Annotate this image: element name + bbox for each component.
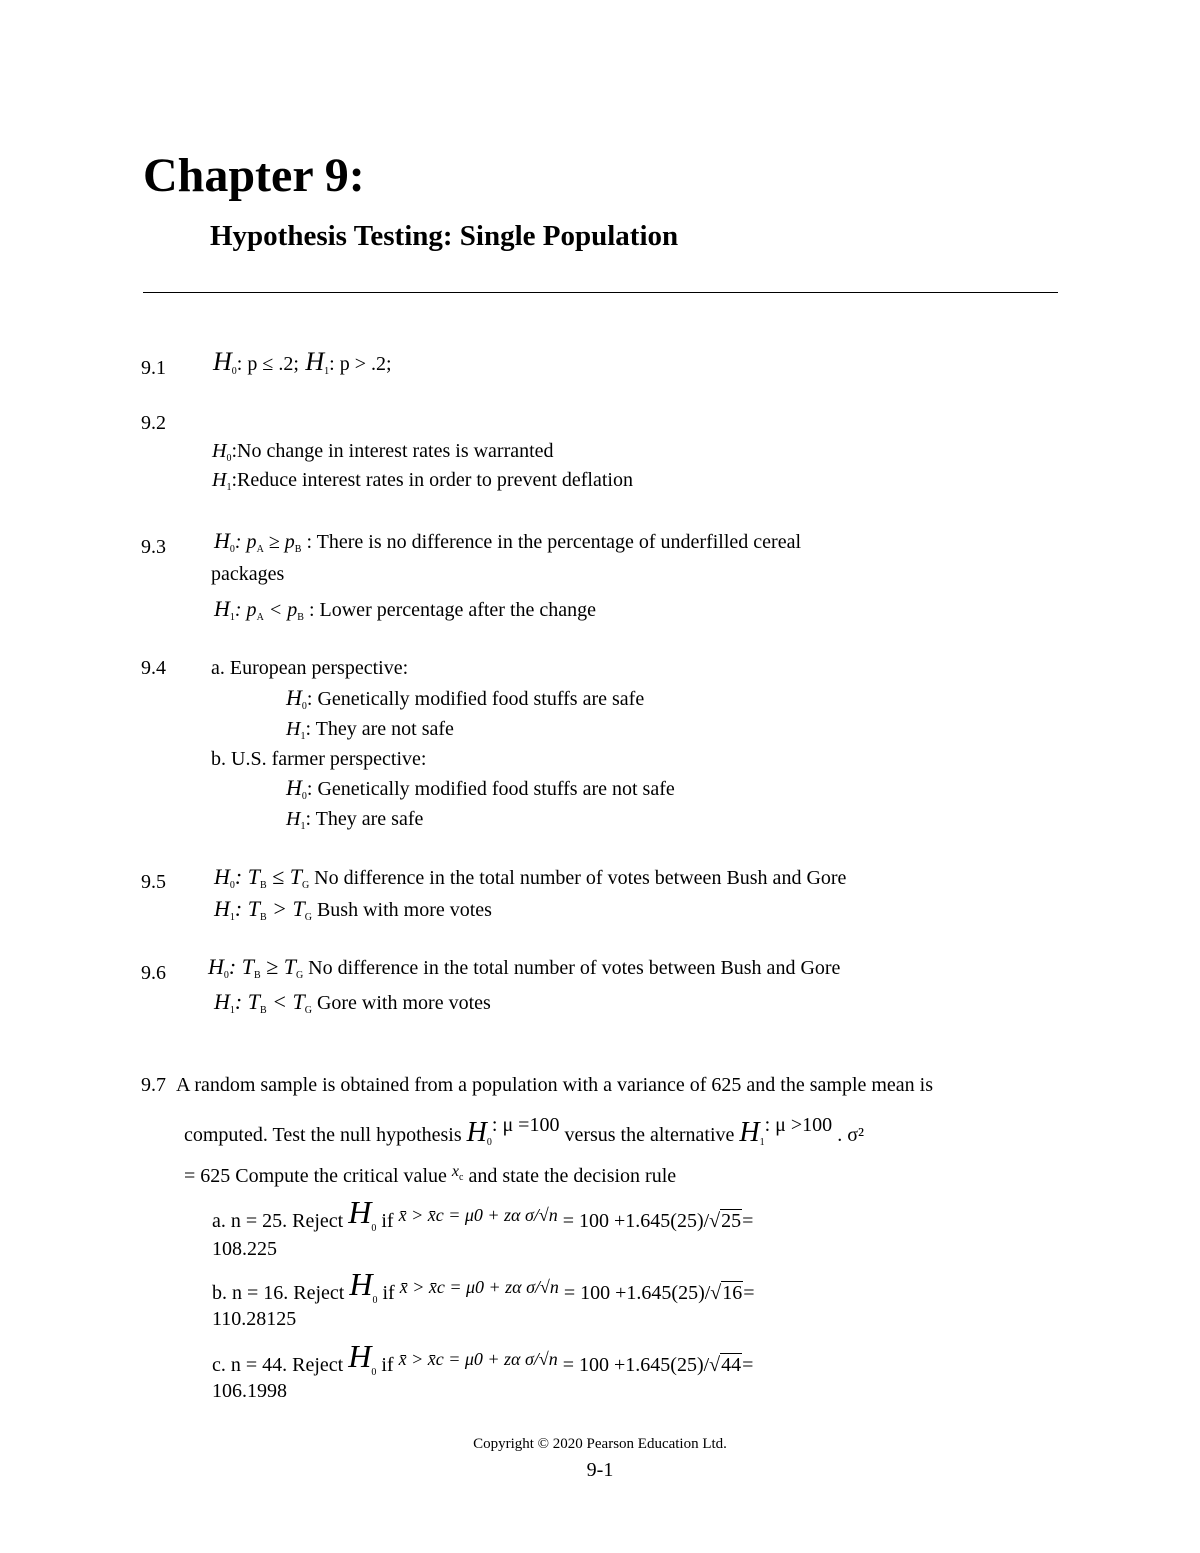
solution-part-b: b. n = 16. Reject $H_0$ if x̄ > x̄c = μ0 + zα σ/√n = 100 +1.645(25)/√16= <box>212 1266 755 1306</box>
null-hypothesis-continued: packages <box>211 563 285 585</box>
null-hypothesis: $H_0$: $p_A \ge p_B$ : There is no difference in the percentage of underfilled cereal <box>214 528 802 555</box>
problem-number: 9.2 <box>141 412 166 434</box>
null-hypothesis: $H_0$: Genetically modified food stuffs are not safe <box>286 775 675 802</box>
alternative-hypothesis: $H_1$: $T_B < T_G$ Gore with more votes <box>214 989 491 1016</box>
problem-number: 9.4 <box>141 657 166 679</box>
hypothesis-formula: H0: p ≤ .2; H1: p > .2; <box>213 347 392 377</box>
alternative-hypothesis: $H_1:Reduce$ interest rates in order to prevent deflation <box>212 469 633 493</box>
alternative-hypothesis: $H_1$: $p_A < p_B$ : Lower percentage after the change <box>214 596 597 623</box>
null-hypothesis: $H_0$: $T_B \le T_G$ No difference in the total number of votes between Bush and Gore <box>214 864 847 891</box>
null-hypothesis: $H_0$: $T_B \ge T_G$ No difference in the total number of votes between Bush and Gore <box>208 954 841 981</box>
problem-number: 9.5 <box>141 871 166 893</box>
problem-statement-line: computed. Test the null hypothesis $H_0$: μ =100 versus the alternative $H_1$: μ >100 . σ² <box>184 1114 864 1148</box>
copyright-notice: Copyright © 2020 Pearson Education Ltd. <box>473 1436 727 1452</box>
alternative-hypothesis: $H_1$: They are not safe <box>286 718 454 742</box>
header-divider <box>143 292 1058 293</box>
solution-result: 108.225 <box>212 1238 277 1260</box>
page-number: 9-1 <box>586 1459 614 1481</box>
problem-statement: 9.7 A random sample is obtained from a population with a variance of 625 and the sample mean is <box>141 1074 934 1096</box>
solution-part-a: a. n = 25. Reject $H_0$ if x̄ > x̄c = μ0 + zα σ/√n = 100 +1.645(25)/√25= <box>212 1194 754 1234</box>
problem-number: 9.1 <box>141 357 166 379</box>
solution-result: 106.1998 <box>212 1380 287 1402</box>
part-label: b. U.S. farmer perspective: <box>211 748 427 770</box>
chapter-title: Chapter 9: <box>143 149 365 202</box>
alternative-hypothesis: $H_1$: They are safe <box>286 808 424 832</box>
alternative-hypothesis: $H_1$: $T_B > T_G$ Bush with more votes <box>214 896 492 923</box>
solution-part-c: c. n = 44. Reject $H_0$ if x̄ > x̄c = μ0 + zα σ/√n = 100 +1.645(25)/√44= <box>212 1338 754 1378</box>
part-label: a. European perspective: <box>211 657 409 679</box>
null-hypothesis: $H_0:No$ change in interest rates is warranted <box>212 440 554 464</box>
problem-number: 9.3 <box>141 536 166 558</box>
problem-number: 9.6 <box>141 962 166 984</box>
solution-result: 110.28125 <box>212 1308 297 1330</box>
chapter-subtitle: Hypothesis Testing: Single Population <box>210 220 679 252</box>
problem-statement-line: = 625 Compute the critical value $^x$c and state the decision rule <box>184 1163 677 1187</box>
null-hypothesis: $H_0$: Genetically modified food stuffs are safe <box>286 685 645 712</box>
